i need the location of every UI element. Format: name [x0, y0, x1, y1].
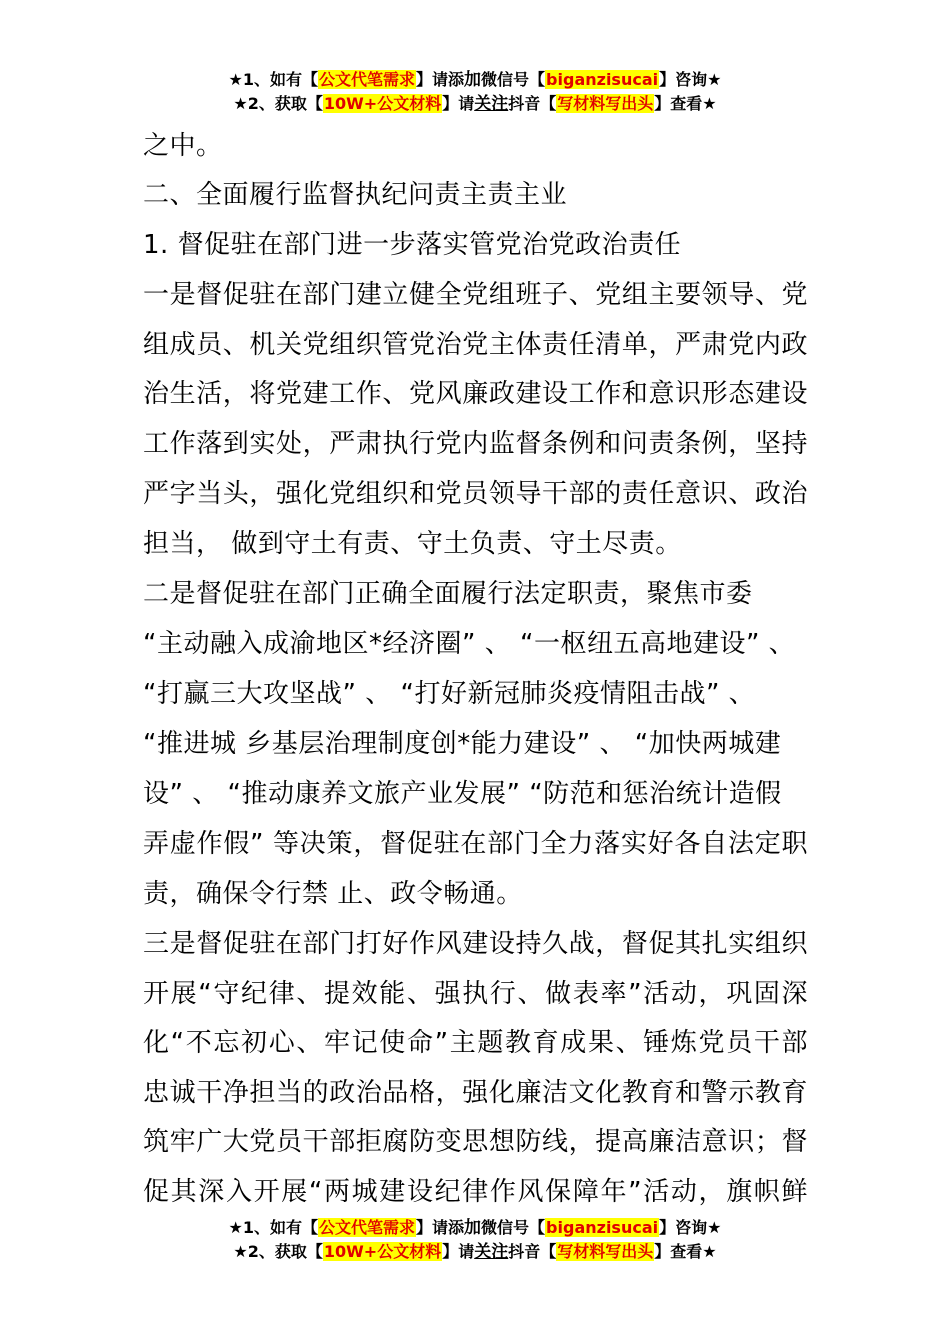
banner-text: 】咨询★: [659, 1218, 722, 1237]
banner-highlight: 公文代笔需求: [319, 1218, 416, 1237]
body-line: 一是督促驻在部门建立健全党组班子、党组主要领导、党: [143, 280, 808, 310]
banner-text: ★1、如有【: [228, 1218, 318, 1237]
footer-banner: [0, 1216, 950, 1264]
banner-highlight: biganzisucai: [546, 1218, 659, 1237]
body-line: 筑牢广大党员干部拒腐防变思想防线，提高廉洁意识；督: [143, 1127, 808, 1157]
body-line: “打赢三大攻坚战” 、 “打好新冠肺炎疫情阻击战” 、: [143, 679, 756, 709]
body-line: 化“不忘初心、牢记使命”主题教育成果、锤炼党员干部: [143, 1028, 808, 1058]
banner-text: ★2、获取【: [233, 1242, 323, 1261]
banner-line-1: [0, 68, 950, 92]
body-line: 严字当头，强化党组织和党员领导干部的责任意识、政治: [143, 479, 808, 509]
banner-text: 】请添: [416, 1218, 465, 1237]
banner-highlight: biganzisucai: [546, 70, 659, 89]
body-line: 二是督促驻在部门正确全面履行法定职责，聚焦市委: [143, 579, 753, 609]
banner-text: 】请: [442, 1242, 475, 1261]
banner-text: 抖音【: [508, 94, 557, 113]
banner-text: 抖音【: [508, 1242, 557, 1261]
banner-text: ★2、获取【: [233, 94, 323, 113]
banner-highlight: 10W+公文材料: [323, 1242, 442, 1261]
body-line: 治生活，将党建工作、党风廉政建设工作和意识形态建设: [143, 379, 808, 409]
banner-line-2: [0, 92, 950, 116]
body-line: 责，确保令行禁 止、政令畅通。: [143, 879, 523, 909]
banner-text: 】请: [442, 94, 475, 113]
banner-emphasis: 加: [464, 70, 482, 90]
section-heading: 二、全面履行监督执纪问责主责主业: [143, 180, 568, 210]
banner-text: 】咨询★: [659, 70, 722, 89]
banner-emphasis: 加: [464, 1218, 482, 1238]
banner-highlight: 公文代笔需求: [319, 70, 416, 89]
body-line: 工作落到实处，严肃执行党内监督条例和问责条例，坚持: [143, 429, 808, 459]
body-line: 弄虚作假” 等决策，督促驻在部门全力落实好各自法定职: [143, 829, 808, 859]
banner-text: 微信号【: [481, 70, 546, 89]
banner-text: 微信号【: [481, 1218, 546, 1237]
body-line: “主动融入成渝地区*经济圈” 、 “一枢纽五高地建设” 、: [143, 629, 796, 659]
body-line: 之中。: [143, 131, 223, 161]
body-line: 开展“守纪律、提效能、强执行、做表率”活动，巩固深: [143, 979, 808, 1009]
banner-highlight: 写材料写出头: [557, 1242, 654, 1261]
body-line: 组成员、机关党组织管党治党主体责任清单，严肃党内政: [143, 330, 808, 360]
body-line: 担当， 做到守土有责、守土负责、守土尽责。: [143, 529, 682, 559]
body-line: 三是督促驻在部门打好作风建设持久战，督促其扎实组织: [143, 929, 808, 959]
banner-text: 】查看★: [654, 1242, 717, 1261]
body-line: “推进城 乡基层治理制度创*能力建设” 、 “加快两城建: [143, 729, 782, 759]
body-line: 促其深入开展“两城建设纪律作风保障年”活动，旗帜鲜: [143, 1177, 808, 1207]
body-line: 忠诚干净担当的政治品格，强化廉洁文化教育和警示教育: [143, 1078, 808, 1108]
banner-line-2: [0, 1240, 950, 1264]
banner-text: 】请添: [416, 70, 465, 89]
banner-line-1: [0, 1216, 950, 1240]
banner-emphasis: 关注: [474, 94, 509, 114]
banner-highlight: 写材料写出头: [557, 94, 654, 113]
banner-text: 】查看★: [654, 94, 717, 113]
body-line: 设” 、 “推动康养文旅产业发展” “防范和惩治统计造假: [143, 779, 782, 809]
header-banner: [0, 68, 950, 116]
banner-emphasis: 关注: [474, 1242, 509, 1262]
banner-text: ★1、如有【: [228, 70, 318, 89]
subsection-heading: 1. 督促驻在部门进一步落实管党治党政治责任: [143, 230, 682, 260]
banner-highlight: 10W+公文材料: [323, 94, 442, 113]
